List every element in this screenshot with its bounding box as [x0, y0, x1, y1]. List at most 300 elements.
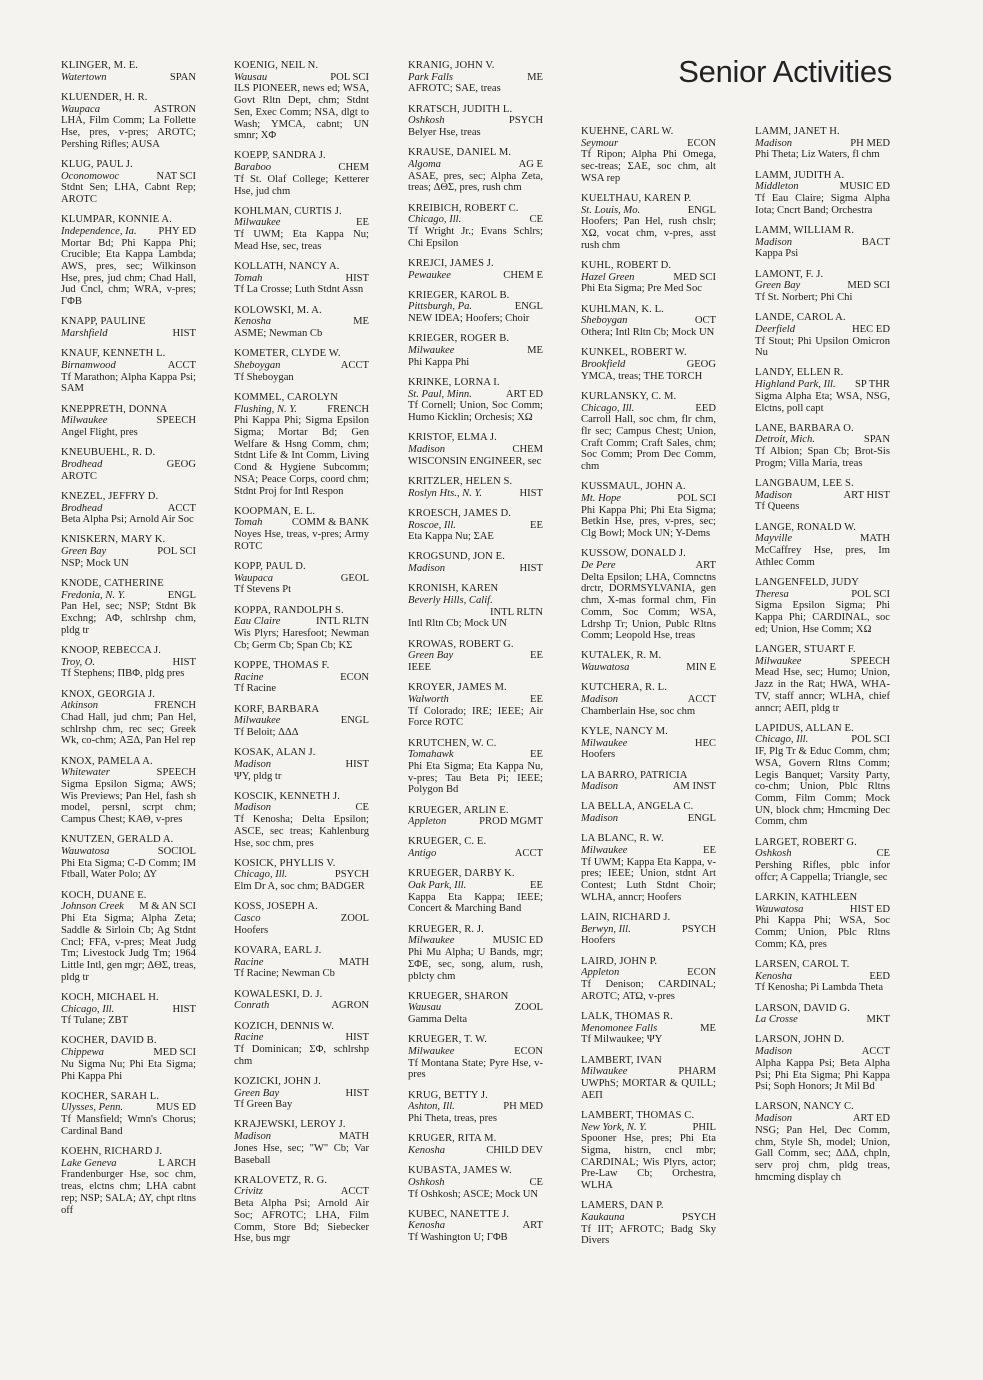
- senior-entry: [755, 269, 890, 304]
- hometown: Milwaukee: [755, 655, 802, 667]
- hometown-major-line: [234, 802, 369, 814]
- activities: Tf Eau Claire; Sigma Alpha Iota; Cncrt Band; Orchestra: [755, 193, 890, 216]
- senior-entry: [581, 548, 716, 642]
- major: SP THR: [854, 379, 890, 391]
- senior-name: KYLE, NANCY M.: [581, 725, 668, 737]
- hometown-major-line: [408, 1220, 543, 1232]
- senior-entry: [61, 159, 196, 206]
- activities: Frandenburger Hse, soc chm, treas, elctns chm; LHA cabnt rep; NSP; SALA; ΔΥ, chpt rltns off: [61, 1169, 196, 1216]
- senior-entry: [61, 60, 196, 83]
- hometown-major-line: [581, 272, 716, 284]
- senior-entry: [408, 836, 543, 859]
- hometown: Madison: [408, 443, 446, 455]
- major: HIST: [172, 328, 196, 340]
- major: ME: [527, 71, 543, 83]
- major: ME: [527, 345, 543, 357]
- senior-entry: [61, 756, 196, 826]
- activities: Belyer Hse, treas: [408, 127, 481, 139]
- activities: Tf Stout; Phi Upsilon Omicron Nu: [755, 335, 890, 359]
- senior-entry: [61, 534, 196, 569]
- hometown-major-line: [61, 415, 196, 427]
- senior-entry: [408, 432, 543, 467]
- hometown: Tomah: [234, 517, 263, 529]
- senior-name: KLINGER, M. E.: [61, 60, 139, 71]
- senior-name: KNEZEL, JEFFRY D.: [61, 490, 159, 502]
- senior-name: KRINKE, LORNA I.: [408, 376, 500, 388]
- hometown: Madison: [581, 813, 619, 825]
- senior-name: LARGET, ROBERT G.: [755, 836, 857, 848]
- senior-name: LARSON, JOHN D.: [755, 1034, 845, 1046]
- senior-name: LANDY, ELLEN R.: [755, 367, 844, 379]
- activities: Tf Queens: [755, 501, 800, 513]
- activities: NSP; Mock UN: [61, 557, 129, 569]
- hometown: St. Louis, Mo.: [581, 204, 641, 216]
- senior-entry: [234, 561, 369, 596]
- major: EED: [869, 970, 890, 982]
- senior-name: LANDE, CAROL A.: [755, 312, 846, 324]
- major: SOCIOL: [157, 846, 196, 858]
- senior-entry: [581, 912, 716, 947]
- hometown-major-line: [408, 520, 543, 532]
- activities: Phi Kappa Phi; Phi Eta Sigma; Betkin Hse, pres, v-pres, sec; Clg Bowl; Mock UN; Y-Dems: [581, 504, 716, 540]
- activities: ASME; Newman Cb: [234, 328, 323, 340]
- hometown-major-line: [408, 488, 543, 500]
- senior-name: LANGENFELD, JUDY: [755, 577, 859, 588]
- senior-name: LARSON, NANCY C.: [755, 1101, 854, 1113]
- hometown: Casco: [234, 913, 261, 925]
- major: HIST: [172, 1003, 196, 1015]
- senior-entry: [408, 682, 543, 729]
- hometown-major-line: [755, 1046, 890, 1058]
- hometown: Kenosha: [408, 1220, 446, 1232]
- hometown-major-line: [61, 104, 196, 116]
- major: MKT: [866, 1014, 890, 1026]
- senior-entry: [234, 392, 369, 497]
- activities: Kappa Eta Kappa; IEEE; Concert & Marching Band: [408, 891, 543, 915]
- activities: Mead Hse, sec; Humo; Union, Jazz in the Rat; HWA, WHA-TV, staff anncr; WLHA, chief anncr; ΑΕΠ, pldg tr: [755, 667, 890, 714]
- major: ENGL: [687, 204, 716, 216]
- major: HIST: [172, 656, 196, 668]
- activities: Tf Ripon; Alpha Phi Omega, sec-treas; ΣΑΕ, soc chm, alt WSA rep: [581, 149, 716, 184]
- hometown: Oak Park, Ill.: [408, 880, 467, 892]
- senior-name: KRUG, BETTY J.: [408, 1089, 488, 1101]
- hometown-major-line: [581, 967, 716, 979]
- senior-entry: [61, 578, 196, 637]
- activities: Tf Oshkosh; ASCE; Mock UN: [408, 1188, 539, 1200]
- senior-name: LALK, THOMAS R.: [581, 1011, 673, 1022]
- major: MED SCI: [153, 1047, 196, 1059]
- senior-name: KRANIG, JOHN V.: [408, 60, 495, 71]
- major: MIN E: [686, 662, 716, 674]
- hometown-major-line: [234, 616, 369, 628]
- hometown: Sheboygan: [581, 315, 628, 327]
- senior-entry: [581, 956, 716, 1003]
- hometown-major-line: [581, 205, 716, 217]
- hometown-major-line: [581, 781, 716, 793]
- hometown-major-line: [755, 734, 890, 746]
- senior-name: KRAJEWSKI, LEROY J.: [234, 1119, 346, 1131]
- senior-entry: [234, 348, 369, 383]
- hometown: Eau Claire: [234, 616, 281, 628]
- senior-entry: [234, 60, 369, 142]
- senior-entry: [581, 260, 716, 295]
- major: PSYCH: [681, 1212, 716, 1224]
- senior-name: LA BARRO, PATRICIA: [581, 769, 688, 781]
- hometown-major-line: [61, 328, 196, 340]
- hometown: New York, N. Y.: [581, 1121, 647, 1133]
- activities: Othera; Intl Rltn Cb; Mock UN: [581, 327, 715, 339]
- hometown: Oshkosh: [408, 115, 445, 127]
- activities: Tf Racine: [234, 683, 277, 695]
- hometown-major-line: [755, 533, 890, 545]
- major: ENGL: [514, 301, 543, 313]
- senior-entry: [234, 1076, 369, 1111]
- senior-entry: [61, 214, 196, 308]
- activities: Hoofers; Pan Hel, rush chslr; ΧΩ, vocat chm, v-pres, asst rush chm: [581, 216, 716, 251]
- major: ECON: [514, 1046, 543, 1058]
- hometown: Milwaukee: [408, 1046, 455, 1058]
- hometown: Tomah: [234, 272, 263, 284]
- hometown: Brodhead: [61, 458, 103, 470]
- major: PH MED: [503, 1101, 543, 1113]
- major: GEOL: [340, 572, 369, 584]
- hometown: Detroit, Mich.: [755, 434, 815, 446]
- senior-name: LA BELLA, ANGELA C.: [581, 801, 694, 813]
- senior-name: LANGER, STUART F.: [755, 644, 856, 656]
- hometown-major-line: [234, 672, 369, 684]
- senior-entry: [408, 1133, 543, 1156]
- hometown-major-line: [61, 700, 196, 712]
- senior-name: KNOOP, REBECCA J.: [61, 645, 162, 657]
- hometown-major-line: [408, 935, 543, 947]
- major: MED SCI: [847, 280, 890, 292]
- senior-name: LAIRD, JOHN P.: [581, 955, 658, 967]
- hometown: Madison: [755, 1046, 793, 1058]
- hometown: Tomahawk: [408, 749, 454, 761]
- major: MUSIC ED: [492, 935, 543, 947]
- senior-entry: [234, 989, 369, 1012]
- activities: Tf UWM; Kappa Eta Kappa, v-pres; IEEE; Union, stdnt Art Contest; Luth Stdnt Choir; WLHA, anncr; Hoofers: [581, 856, 716, 903]
- senior-entry: [61, 645, 196, 680]
- senior-entry: [581, 801, 716, 824]
- hometown-major-line: [61, 546, 196, 558]
- hometown-major-line: [61, 503, 196, 515]
- hometown: Kenosha: [408, 1144, 446, 1156]
- activities: Tf Tulane; ZBT: [61, 1015, 129, 1027]
- activities: Hoofers: [234, 924, 269, 936]
- senior-name: LAMBERT, IVAN: [581, 1054, 662, 1066]
- senior-entry: [234, 704, 369, 739]
- senior-name: KNODE, CATHERINE: [61, 578, 164, 590]
- hometown-major-line: [581, 1066, 716, 1078]
- activities: Tf Denison; CARDINAL; AROTC; ΑΤΩ, v-pres: [581, 979, 716, 1002]
- hometown: Chicago, Ill.: [581, 402, 635, 414]
- senior-name: KUNKEL, ROBERT W.: [581, 347, 687, 359]
- activities: NEW IDEA; Hoofers; Choir: [408, 313, 530, 325]
- hometown: Pewaukee: [408, 269, 451, 281]
- hometown-major-line: [581, 493, 716, 505]
- hometown-major-line: [234, 273, 369, 285]
- hometown: Pittsburgh, Pa.: [408, 301, 473, 313]
- senior-name: KUBEC, NANETTE J.: [408, 1208, 510, 1220]
- hometown: Whitewater: [61, 767, 110, 779]
- senior-name: LANE, BARBARA O.: [755, 422, 854, 434]
- major: EE: [530, 650, 543, 662]
- activities: Tf La Crosse; Luth Stdnt Assn: [234, 284, 364, 296]
- major: CHILD DEV: [486, 1144, 543, 1156]
- senior-name: KRUTCHEN, W. C.: [408, 737, 497, 749]
- hometown-major-line: [408, 650, 543, 662]
- hometown: Racine: [234, 956, 264, 968]
- senior-entry: [61, 689, 196, 748]
- major: EE: [703, 845, 716, 857]
- senior-name: KURLANSKY, C. M.: [581, 390, 677, 402]
- senior-entry: [755, 1003, 890, 1026]
- senior-name: KRUEGER, C. E.: [408, 836, 487, 848]
- major: PROD MGMT: [479, 816, 543, 828]
- hometown-major-line: [755, 138, 890, 150]
- major: SPAN: [863, 434, 890, 446]
- activities: Kappa Psi: [755, 248, 799, 260]
- hometown-major-line: [755, 324, 890, 336]
- major: ZOOL: [514, 1002, 543, 1014]
- hometown-major-line: [234, 759, 369, 771]
- hometown: Green Bay: [234, 1087, 280, 1099]
- hometown-major-line: [408, 444, 543, 456]
- activities: Alpha Kappa Psi; Beta Alpha Psi; Phi Eta Sigma; Phi Kappa Psi; Soph Honors; Jt Mil Bd: [755, 1057, 890, 1093]
- senior-entry: [61, 834, 196, 881]
- senior-name: KOVARA, EARL J.: [234, 945, 322, 956]
- senior-name: KOCH, MICHAEL H.: [61, 991, 159, 1003]
- major: GEOG: [166, 458, 196, 470]
- hometown-major-line: [408, 301, 543, 313]
- activities: Tf Green Bay: [234, 1099, 293, 1111]
- senior-name: LANGE, RONALD W.: [755, 521, 857, 533]
- senior-entry: [408, 805, 543, 828]
- hometown: Wausau: [234, 71, 268, 83]
- senior-name: KOMMEL, CAROLYN: [234, 391, 339, 403]
- hometown: Green Bay: [61, 546, 107, 558]
- major: NAT SCI: [156, 170, 196, 182]
- activities: Stdnt Sen; LHA, Cabnt Rep; AROTC: [61, 182, 196, 206]
- hometown: Madison: [755, 236, 793, 248]
- activities: ILS PIONEER, news ed; WSA, Govt Rltn Dept, chm; Stdnt Sen, Exec Comm; NSA, dlgt to Wash; YMCA, cabnt; UN smnr; ΧΦ: [234, 83, 369, 142]
- hometown: Kenosha: [755, 970, 793, 982]
- hometown-major-line: [581, 315, 716, 327]
- activities: Wis Plyrs; Haresfoot; Newman Cb; Germ Cb; Span Cb; ΚΣ: [234, 628, 369, 651]
- hometown-major-line: [408, 159, 543, 171]
- hometown: Oconomowoc: [61, 170, 120, 182]
- hometown: Madison: [755, 137, 793, 149]
- major: EE: [530, 519, 543, 531]
- activities: Tf Mansfield; Wmn's Chorus; Cardinal Band: [61, 1114, 196, 1137]
- hometown: Menomonee Falls: [581, 1022, 658, 1034]
- senior-name: KUSSMAUL, JOHN A.: [581, 481, 686, 493]
- major: M & AN SCI: [139, 901, 196, 913]
- hometown-major-line: [61, 1158, 196, 1170]
- hometown: Sheboygan: [234, 359, 281, 371]
- hometown-major-line: [408, 1046, 543, 1058]
- senior-entry: [408, 476, 543, 499]
- activities: Tf Dominican; ΣΦ, schlrshp chm: [234, 1043, 369, 1067]
- hometown-major-line: [408, 214, 543, 226]
- hometown: Chicago, Ill.: [408, 214, 462, 226]
- senior-entry: [755, 423, 890, 470]
- senior-name: LARKIN, KATHLEEN: [755, 891, 858, 903]
- senior-name: KOCHER, DAVID B.: [61, 1035, 157, 1047]
- hometown: Milwaukee: [408, 935, 455, 947]
- hometown: Algoma: [408, 158, 441, 170]
- senior-entry: [755, 367, 890, 414]
- activities: Tf St. Olaf College; Ketterer Hse, jud chm: [234, 173, 369, 197]
- senior-name: KUELTHAU, KAREN P.: [581, 193, 692, 205]
- hometown-major-line: [755, 181, 890, 193]
- activities: Sigma Epsilon Sigma; Phi Kappa Phi; CARDINAL, soc ed; Union, Hse Comm; ΧΩ: [755, 600, 890, 635]
- major: ENGL: [167, 589, 196, 601]
- major: HIST: [345, 758, 369, 770]
- major: ART ED: [852, 1113, 890, 1125]
- senior-entry: [581, 193, 716, 252]
- hometown: Roslyn Hts., N. Y.: [408, 487, 483, 499]
- hometown-major-line: [581, 662, 716, 674]
- major: CHEM: [338, 162, 369, 174]
- hometown: De Pere: [581, 560, 616, 571]
- hometown: Baraboo: [234, 162, 272, 174]
- major: PHARM: [678, 1066, 716, 1078]
- hometown-major-line: [581, 560, 716, 572]
- senior-entry: [408, 333, 543, 368]
- hometown-major-line: [234, 957, 369, 969]
- senior-name: KOHLMAN, CURTIS J.: [234, 205, 342, 217]
- activities: Tf Washington U; ΓΦΒ: [408, 1232, 508, 1244]
- activities: IF, Plg Tr & Educ Comm, chm; WSA, Govern Rltns Comm; Legis Banquet; Varsity Party, co-chm; Union, Pblc Rltns Comm, Film Comm; Mock UN, block chm; Hmcming Dec Comm, chm: [755, 746, 890, 828]
- activities: Phi Mu Alpha; U Bands, mgr; ΣΦΕ, sec, song, alum, rush, pblcty chm: [408, 947, 543, 982]
- senior-name: KNAPP, PAULINE: [61, 316, 146, 328]
- activities: Phi Theta, treas, pres: [408, 1113, 497, 1125]
- hometown: Oshkosh: [408, 1176, 445, 1188]
- major: ART: [695, 560, 716, 571]
- hometown-major-line: [581, 1023, 716, 1035]
- hometown-major-line: [581, 924, 716, 936]
- major: CE: [529, 214, 543, 226]
- hometown-major-line: [234, 316, 369, 328]
- senior-entry: [755, 312, 890, 359]
- senior-entry: [408, 377, 543, 424]
- senior-entry: [61, 491, 196, 526]
- senior-entry: [61, 348, 196, 395]
- senior-name: KOMETER, CLYDE W.: [234, 348, 341, 360]
- hometown: Antigo: [408, 848, 437, 860]
- hometown: Watertown: [61, 71, 107, 83]
- hometown-major-line: [755, 971, 890, 983]
- senior-entry: [61, 447, 196, 482]
- senior-name: KOEHN, RICHARD J.: [61, 1146, 163, 1158]
- senior-entry: [755, 837, 890, 884]
- senior-entry: [408, 508, 543, 543]
- senior-name: KNEUBUEHL, R. D.: [61, 447, 156, 459]
- activities: Tf St. Norbert; Phi Chi: [755, 291, 853, 303]
- senior-entry: [408, 147, 543, 194]
- senior-name: KNEPPRETH, DONNA: [61, 403, 168, 415]
- senior-entry: [234, 791, 369, 850]
- hometown: Madison: [234, 802, 272, 814]
- major: ACCT: [167, 359, 196, 371]
- senior-entry: [408, 738, 543, 797]
- major: INTL RLTN: [315, 616, 369, 628]
- senior-name: KRUEGER, R. J.: [408, 923, 484, 935]
- major: EED: [695, 402, 716, 414]
- hometown-major-line: [581, 738, 716, 750]
- hometown: Park Falls: [408, 71, 454, 83]
- major: HIST: [345, 272, 369, 284]
- activities: ASAE, pres, sec; Alpha Zeta, treas; ΔΘΣ, pres, rush chm: [408, 170, 543, 194]
- hometown-major-line: [61, 767, 196, 779]
- senior-entry: [755, 644, 890, 714]
- hometown-major-line: [234, 217, 369, 229]
- senior-entry: [408, 290, 543, 325]
- major: ECON: [340, 671, 369, 683]
- hometown: Lake Geneva: [61, 1157, 117, 1169]
- senior-name: KOOPMAN, E. L.: [234, 505, 316, 517]
- senior-name: KOPPA, RANDOLPH S.: [234, 604, 344, 616]
- activities: Chamberlain Hse, soc chm: [581, 705, 696, 717]
- major: ACCT: [340, 359, 369, 371]
- hometown: Middleton: [755, 181, 799, 193]
- senior-entry: [61, 1091, 196, 1138]
- hometown: Madison: [581, 694, 619, 706]
- activities: Jones Hse, sec; "W" Cb; Var Baseball: [234, 1142, 369, 1166]
- senior-entry: [581, 1011, 716, 1046]
- senior-name: KUTCHERA, R. L.: [581, 682, 667, 694]
- hometown-major-line: [61, 171, 196, 183]
- senior-name: LAMM, JANET H.: [755, 126, 840, 137]
- activities: Tf IIT; AFROTC; Badg Sky Divers: [581, 1223, 716, 1247]
- column-4: [581, 126, 716, 1256]
- hometown-major-line: [61, 72, 196, 84]
- hometown-major-line: [755, 589, 890, 601]
- senior-entry: [408, 258, 543, 281]
- senior-entry: [234, 605, 369, 652]
- activities: Hoofers: [581, 935, 616, 947]
- hometown-major-line: [61, 360, 196, 372]
- activities: Intl Rltn Cb; Mock UN: [408, 618, 507, 630]
- hometown-major-line: [234, 72, 369, 84]
- senior-entry: [234, 1021, 369, 1068]
- hometown: Roscoe, Ill.: [408, 519, 456, 531]
- senior-name: KRUEGER, T. W.: [408, 1034, 487, 1046]
- major: POL SCI: [330, 71, 369, 83]
- senior-entry: [408, 60, 543, 95]
- hometown: Wauwatosa: [755, 903, 804, 915]
- hometown-major-line: [408, 1101, 543, 1113]
- hometown-major-line: [408, 72, 543, 84]
- senior-name: KRUGER, RITA M.: [408, 1133, 497, 1145]
- activities: Tf Sheboygan: [234, 371, 294, 383]
- senior-entry: [61, 404, 196, 439]
- major: PSYCH: [681, 923, 716, 935]
- senior-entry: [234, 901, 369, 936]
- senior-entry: [581, 770, 716, 793]
- major: HIST: [345, 1032, 369, 1044]
- hometown-major-line: [408, 563, 543, 575]
- hometown: Madison: [755, 489, 793, 501]
- hometown-major-line: [581, 845, 716, 857]
- activities: Phi Eta Sigma; Pre Med Soc: [581, 283, 702, 295]
- senior-name: KUTALEK, R. M.: [581, 650, 662, 662]
- major: GEOG: [686, 358, 716, 370]
- activities: YMCA, treas; THE TORCH: [581, 370, 703, 382]
- hometown: Troy, O.: [61, 656, 96, 668]
